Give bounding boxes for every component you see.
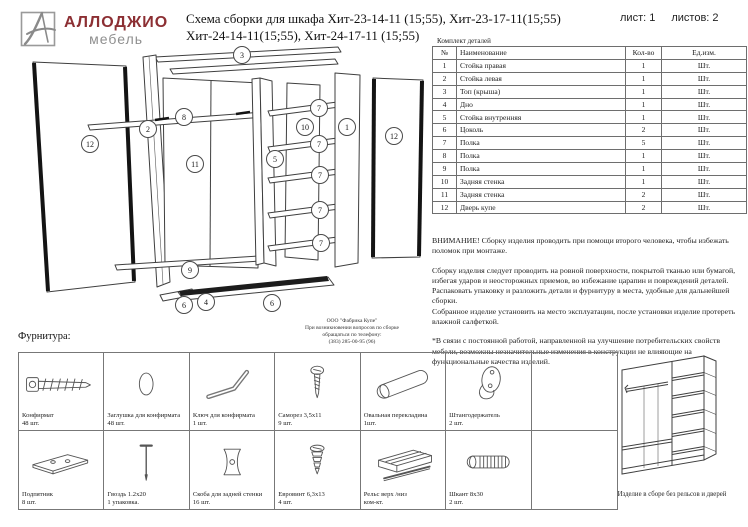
cell-qty: 1	[626, 175, 662, 188]
callout-lower-shelf: 9	[181, 261, 199, 279]
hardware-item-name: Скоба для задней стенки	[192, 491, 263, 499]
cell-num: 4	[433, 98, 457, 111]
cell-unit: Шт.	[662, 59, 747, 72]
hardware-table	[18, 352, 618, 510]
callout-narrow-back: 10	[296, 118, 314, 136]
assembled-view-caption: Изделие в сборе без рельсов и дверей	[617, 491, 727, 498]
page-title-line2: Хит-24-14-11(15;55), Хит-24-17-11 (15;55)	[186, 27, 420, 43]
hardware-item-name: Конфирмат	[22, 412, 54, 420]
cell-qty: 1	[626, 111, 662, 124]
cell-qty: 1	[626, 85, 662, 98]
cell-qty: 1	[626, 59, 662, 72]
cell-qty: 5	[626, 137, 662, 150]
hardware-item	[275, 431, 360, 509]
callout-top-panel: 3	[233, 46, 251, 64]
hardware-item-name: Штангодержатель	[449, 412, 500, 420]
hardware-item-qty: 48 шт.	[22, 420, 40, 428]
cell-name: Стойка левая	[457, 72, 626, 85]
note-surface: Сборку изделия следует проводить на ровной поверхности, покрытой тканью или бумагой, избегая ударов и неосторожных приемов, во избежание царапин и повреждений деталей.	[432, 265, 736, 285]
parts-table-header-row	[433, 47, 747, 60]
callout-shelf: 7	[311, 201, 329, 219]
hardware-item-name: Евровинт 6,3х13	[278, 491, 325, 499]
table-row	[433, 188, 747, 201]
hardware-item	[361, 431, 446, 509]
assembled-wardrobe-drawing	[612, 348, 744, 490]
hardware-item	[19, 353, 104, 431]
table-row	[433, 111, 747, 124]
cell-num: 5	[433, 111, 457, 124]
cell-unit: Шт.	[662, 124, 747, 137]
factory-phone: (383) 285-00-95 (96)	[328, 339, 376, 346]
table-row	[433, 85, 747, 98]
cell-name: Полка	[457, 150, 626, 163]
page-title	[186, 11, 586, 45]
cell-unit: Шт.	[662, 162, 747, 175]
cell-num: 8	[433, 150, 457, 163]
page-title-line1: Схема сборки для шкафа Хит-23-14-11 (15;55), Хит-23-17-11(15;55)	[186, 11, 561, 26]
hardware-item	[104, 431, 189, 509]
cell-unit: Шт.	[662, 111, 747, 124]
callout-door-right: 12	[385, 127, 403, 145]
hardware-item-qty: 4 шт.	[278, 499, 293, 507]
cell-name: Топ (крыша)	[457, 85, 626, 98]
sheet-number: лист: 1	[620, 12, 656, 24]
factory-contact-note	[278, 318, 426, 347]
hardware-empty-cell	[532, 353, 617, 431]
warning-text: ВНИМАНИЕ! Сборку изделия проводить при помощи второго человека, чтобы избежать поломок при монтаже.	[432, 236, 729, 256]
callout-long-shelf: 8	[175, 108, 193, 126]
hardware-item	[104, 353, 189, 431]
table-row	[433, 175, 747, 188]
euro-screw-icon	[278, 433, 356, 491]
hardware-item-qty: 9 шт.	[278, 420, 293, 428]
brand-subtitle: мебель	[89, 31, 144, 48]
cell-qty: 1	[626, 150, 662, 163]
cell-unit: Шт.	[662, 201, 747, 214]
hardware-item	[19, 431, 104, 509]
cell-name: Стойка внутренняя	[457, 111, 626, 124]
cell-qty: 1	[626, 162, 662, 175]
self-tapping-screw-icon	[278, 355, 356, 412]
cell-num: 1	[433, 59, 457, 72]
hardware-item-qty: 48 шт.	[107, 420, 125, 428]
callout-bottom-panel: 4	[197, 293, 215, 311]
hardware-item-name: Рельс верх /низ	[363, 491, 407, 499]
parts-table	[432, 46, 747, 214]
hardware-item	[446, 431, 531, 509]
cell-name: Задняя стенка	[457, 188, 626, 201]
callout-plinth-long: 6	[263, 294, 281, 312]
cell-qty: 2	[626, 201, 662, 214]
cell-unit: Шт.	[662, 137, 747, 150]
cell-name: Полка	[457, 162, 626, 175]
factory-note-l3: обращаться по телефону:	[322, 332, 382, 339]
cell-qty: 2	[626, 188, 662, 201]
hardware-item-name: Шкант 8х30	[449, 491, 484, 499]
table-row	[433, 72, 747, 85]
cell-unit: Шт.	[662, 150, 747, 163]
callout-left-side: 2	[139, 120, 157, 138]
callout-inner-divider: 5	[266, 150, 284, 168]
cell-qty: 1	[626, 98, 662, 111]
cell-name: Дверь купе	[457, 201, 626, 214]
hardware-item-qty: 2 шт.	[449, 420, 464, 428]
confirmat-screw-icon	[22, 355, 100, 412]
hardware-item-qty: 16 шт.	[192, 499, 211, 507]
hardware-item-name: Подпятник	[22, 491, 53, 499]
col-qty: Кол-во	[626, 47, 662, 60]
note-unpack: Распаковать упаковку и разложить детали и фурнитуру в места, удобные для дальнейшей сборки.	[432, 286, 730, 306]
cell-name: Задняя стенка	[457, 175, 626, 188]
hardware-item-name: Заглушка для конфирмата	[107, 412, 181, 420]
sheet-info	[620, 12, 744, 24]
cell-num: 2	[433, 72, 457, 85]
hardware-item-qty: 1 упаковка.	[107, 499, 140, 507]
cell-unit: Шт.	[662, 72, 747, 85]
hardware-item	[190, 353, 275, 431]
col-name: Наименование	[457, 47, 626, 60]
hardware-item-name: Саморез 3,5х11	[278, 412, 322, 420]
hardware-item-qty: ком-кт.	[363, 499, 384, 507]
callout-right-side: 1	[338, 118, 356, 136]
callout-door-left: 12	[81, 135, 99, 153]
col-unit: Ед.изм.	[662, 47, 747, 60]
cell-name: Полка	[457, 137, 626, 150]
table-row	[433, 98, 747, 111]
cell-qty: 2	[626, 124, 662, 137]
cell-name: Дно	[457, 98, 626, 111]
callout-back-wall: 11	[186, 155, 204, 173]
table-row	[433, 137, 747, 150]
hardware-item	[446, 353, 531, 431]
note-disclaimer: *В связи с постоянной работой, направленной на улучшение потребительских свойств мебели, возможны незначительные изменения в конструкции не влияющие на функциональные качества изделий.	[432, 336, 721, 366]
table-row	[433, 59, 747, 72]
rod-holder-icon	[449, 355, 527, 412]
dowel-icon	[449, 433, 527, 491]
brand-name: АЛЛОДЖИО	[64, 14, 169, 32]
callout-shelf: 7	[310, 135, 328, 153]
sheets-total: листов: 2	[671, 12, 719, 24]
hardware-item	[275, 353, 360, 431]
exploded-diagram	[20, 45, 430, 335]
back-wall-bracket-icon	[193, 433, 271, 491]
cell-unit: Шт.	[662, 98, 747, 111]
table-row	[433, 162, 747, 175]
parts-table-caption: Комплект деталей	[437, 37, 491, 45]
cell-unit: Шт.	[662, 85, 747, 98]
table-row	[433, 150, 747, 163]
hardware-caption: Фурнитура:	[18, 331, 71, 342]
cell-unit: Шт.	[662, 175, 747, 188]
rail-profile-icon	[364, 433, 442, 491]
cell-num: 12	[433, 201, 457, 214]
hex-key-icon	[193, 355, 271, 412]
cell-num: 7	[433, 137, 457, 150]
cell-name: Цоколь	[457, 124, 626, 137]
foot-pad-icon	[22, 433, 100, 491]
factory-note-l2: При возникновении вопросов по сборке	[305, 325, 399, 332]
confirmat-cap-icon	[107, 355, 185, 412]
hardware-item-qty: 8 шт.	[22, 499, 37, 507]
hardware-item	[190, 431, 275, 509]
callout-shelf: 7	[312, 234, 330, 252]
cell-qty: 1	[626, 72, 662, 85]
cell-num: 6	[433, 124, 457, 137]
nail-icon	[107, 433, 185, 491]
hardware-item-qty: 1шт.	[363, 420, 377, 428]
cell-num: 9	[433, 162, 457, 175]
cell-unit: Шт.	[662, 188, 747, 201]
cell-name: Стойка правая	[457, 59, 626, 72]
factory-name: ООО "Фабрика Купе"	[326, 318, 378, 324]
hardware-item-name: Овальная перекладина	[363, 412, 428, 420]
cell-num: 11	[433, 188, 457, 201]
table-row	[433, 201, 747, 214]
hardware-item	[361, 353, 446, 431]
oval-rail-icon	[364, 355, 442, 412]
cell-num: 10	[433, 175, 457, 188]
hardware-item-qty: 2 шт.	[449, 499, 464, 507]
callout-shelf: 7	[311, 166, 329, 184]
table-row	[433, 124, 747, 137]
hardware-item-qty: 1 шт.	[192, 420, 207, 428]
callout-plinth-left: 6	[175, 296, 193, 314]
alladgio-a-icon	[18, 9, 58, 49]
note-place: Собранное изделие установить на место эксплуатации, после установки изделие протереть влажной салфеткой.	[432, 306, 736, 326]
callout-shelf: 7	[310, 99, 328, 117]
cell-num: 3	[433, 85, 457, 98]
col-number: №	[433, 47, 457, 60]
hardware-item-name: Ключ для конфирмата	[192, 412, 255, 420]
hardware-item-name: Гвоздь 1.2х20	[107, 491, 146, 499]
